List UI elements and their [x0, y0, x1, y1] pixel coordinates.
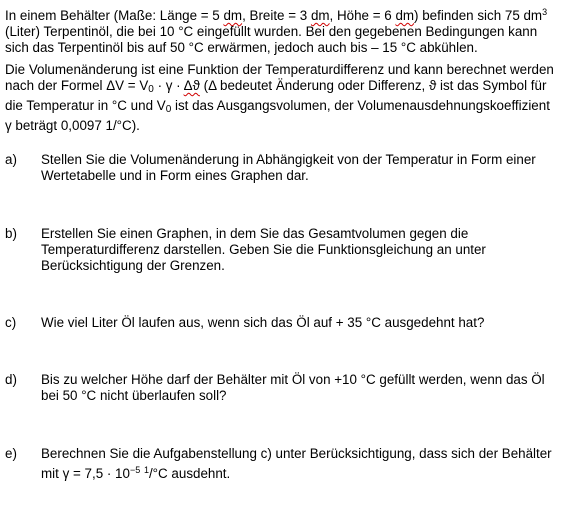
- spellcheck-delta-theta: Δϑ: [183, 78, 200, 93]
- cubic-superscript: 3: [542, 7, 548, 17]
- unit-superscript: 1: [143, 465, 149, 475]
- intro-text-3: , Höhe = 6: [329, 8, 396, 23]
- formula-text-4: ist das Ausgangsvolumen, der Volumenausdehnungskoeffizient γ beträgt 0,0097 1/°C).: [5, 98, 550, 133]
- formula-text-3: (Δ bedeutet Änderung oder Differenz, ϑ ist das Symbol für die Temperatur in °C und V: [5, 78, 547, 113]
- task-d: [5, 372, 557, 404]
- task-e: [5, 446, 557, 482]
- task-c: [5, 315, 557, 331]
- formula-text-1: Die Volumenänderung ist eine Funktion der Temperaturdifferenz und kann berechnet werden nach der Formel ΔV = V: [5, 62, 554, 93]
- intro-text-6: (Liter) Terpentinöl, die bei 10 °C eingefüllt wurden. Bei den gegebenen Bedingungen kann sich das Terpentinöl bis auf 50 °C erwärmen, jedoch auch bis – 15 °C abkühlen.: [5, 24, 538, 55]
- intro-paragraph: [5, 4, 557, 56]
- task-text: Erstellen Sie einen Graphen, in dem Sie das Gesamtvolumen gegen die Temperaturdifferenz darstellen. Geben Sie die Funktionsgleichung an unter Berücksichtigung der Grenzen.: [41, 226, 486, 273]
- task-e-text-2: /°C ausdehnt.: [148, 466, 231, 481]
- task-text: [41, 446, 552, 481]
- task-text: Wie viel Liter Öl laufen aus, wenn sich das Öl auf + 35 °C ausgedehnt hat?: [41, 315, 485, 330]
- exponent-superscript: −5: [129, 465, 141, 475]
- task-letter: d): [5, 372, 17, 387]
- v0-subscript: 0: [148, 84, 154, 95]
- task-text: Stellen Sie die Volumenänderung in Abhängigkeit von der Temperatur in Form einer Wertetabelle und in Form eines Graphen dar.: [41, 152, 536, 183]
- formula-text-2: · γ ·: [153, 78, 184, 93]
- spellcheck-dm-1: dm: [223, 8, 243, 23]
- v0-subscript-2: 0: [165, 104, 172, 115]
- intro-text-1: In einem Behälter (Maße: Länge = 5: [5, 8, 224, 23]
- intro-text-4: ) befinden sich: [414, 8, 502, 23]
- document-page: [5, 4, 557, 482]
- task-letter: e): [5, 446, 17, 461]
- task-letter: a): [5, 152, 17, 167]
- intro-text-2: , Breite = 3: [242, 8, 311, 23]
- task-b: [5, 226, 557, 274]
- spellcheck-dm-2: dm: [310, 8, 330, 23]
- task-e-text-1: Berechnen Sie die Aufgabenstellung c) unter Berücksichtigung, dass sich der Behälter mit γ = 7,5 · 10: [41, 446, 552, 481]
- task-text: Bis zu welcher Höhe darf der Behälter mit Öl von +10 °C gefüllt werden, wenn das Öl bei 50 °C nicht überlaufen soll?: [41, 372, 545, 403]
- formula-paragraph: [5, 62, 557, 134]
- intro-text-5: 75 dm: [504, 8, 543, 23]
- spellcheck-dm-3: dm: [395, 8, 415, 23]
- task-a: [5, 152, 557, 184]
- task-letter: b): [5, 226, 17, 241]
- task-letter: c): [5, 315, 17, 330]
